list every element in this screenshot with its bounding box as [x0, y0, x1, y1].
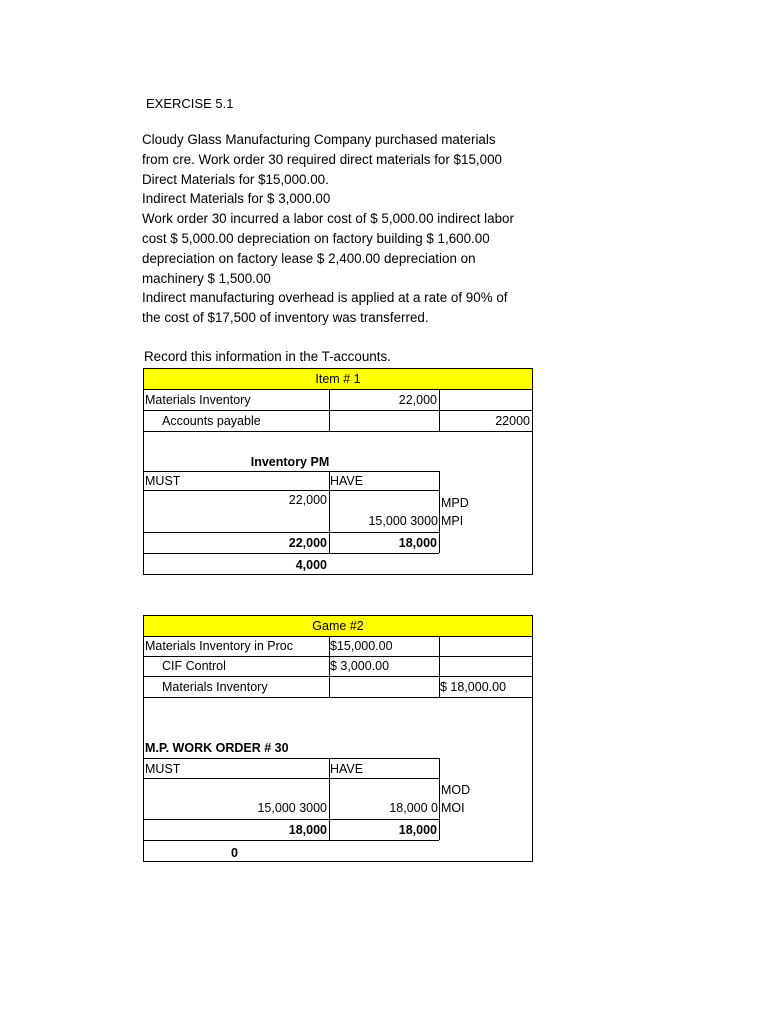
item1-side-label-mpi: MPI	[441, 514, 464, 528]
exercise-title: EXERCISE 5.1	[146, 96, 234, 111]
item1-row2-account: Accounts payable	[162, 414, 261, 428]
item2-side-label-mod: MOD	[441, 783, 471, 797]
item2-row1-debit: $15,000.00	[330, 639, 393, 653]
item2-row3-credit: $ 18,000.00	[440, 680, 507, 694]
text-line: depreciation on factory lease $ 2,400.00 depreciation on	[142, 250, 476, 266]
item1-credit-total: 18,000	[398, 536, 437, 550]
item2-row2-account: CIF Control	[162, 659, 226, 673]
item2-debit-entry: 15,000 3000	[257, 801, 327, 815]
text-line: Indirect manufacturing overhead is applied at a rate of 90% of	[142, 290, 508, 306]
item1-must-label: MUST	[145, 474, 181, 488]
text-line: Cloudy Glass Manufacturing Company purchased materials	[142, 132, 496, 147]
item1-taccount-title: Inventory PM	[250, 455, 330, 469]
item2-taccount-title: M.P. WORK ORDER # 30	[145, 741, 289, 755]
record-instruction: Record this information in the T-accounts.	[144, 349, 391, 364]
item2-side-label-moi: MOI	[441, 801, 465, 815]
item2-credit-total: 18,000	[398, 823, 437, 837]
item1-debit-entry: 22,000	[288, 493, 327, 507]
text-line: Direct Materials for $15,000.00.	[142, 171, 329, 187]
item2-header: Game #2	[312, 619, 364, 633]
item1-balance: 4,000	[295, 558, 327, 572]
item2-must-label: MUST	[145, 762, 181, 776]
item1-row2-credit: 22000	[495, 414, 530, 428]
item2-row2-debit: $ 3,000.00	[330, 659, 390, 673]
text-line: Indirect Materials for $ 3,000.00	[142, 191, 331, 207]
item1-row1-debit: 22,000	[398, 393, 437, 407]
item2-balance: 0	[231, 846, 238, 860]
text-line: Work order 30 incurred a labor cost of $ 5,000.00 indirect labor	[142, 211, 514, 227]
text-line: cost $ 5,000.00 depreciation on factory building $ 1,600.00	[142, 230, 490, 246]
item2-debit-total: 18,000	[288, 823, 327, 837]
item1-debit-total: 22,000	[288, 536, 327, 550]
item1-header: Item # 1	[315, 372, 361, 386]
text-line: machinery $ 1,500.00	[142, 270, 271, 286]
item1-side-label-mpd: MPD	[441, 496, 469, 510]
item2-row3-account: Materials Inventory	[162, 680, 268, 694]
item2-credit-entry: 18,000 0	[389, 801, 438, 815]
item2-have-label: HAVE	[330, 762, 364, 776]
item1-credit-entry: 15,000 3000	[368, 514, 438, 528]
text-line: from cre. Work order 30 required direct materials for $15,000	[142, 151, 502, 167]
item1-row1-account: Materials Inventory	[145, 393, 251, 407]
problem-text	[142, 130, 542, 328]
item2-row1-account: Materials Inventory in Proc	[145, 639, 293, 653]
item1-have-label: HAVE	[330, 474, 364, 488]
text-line: the cost of $17,500 of inventory was transferred.	[142, 310, 429, 326]
